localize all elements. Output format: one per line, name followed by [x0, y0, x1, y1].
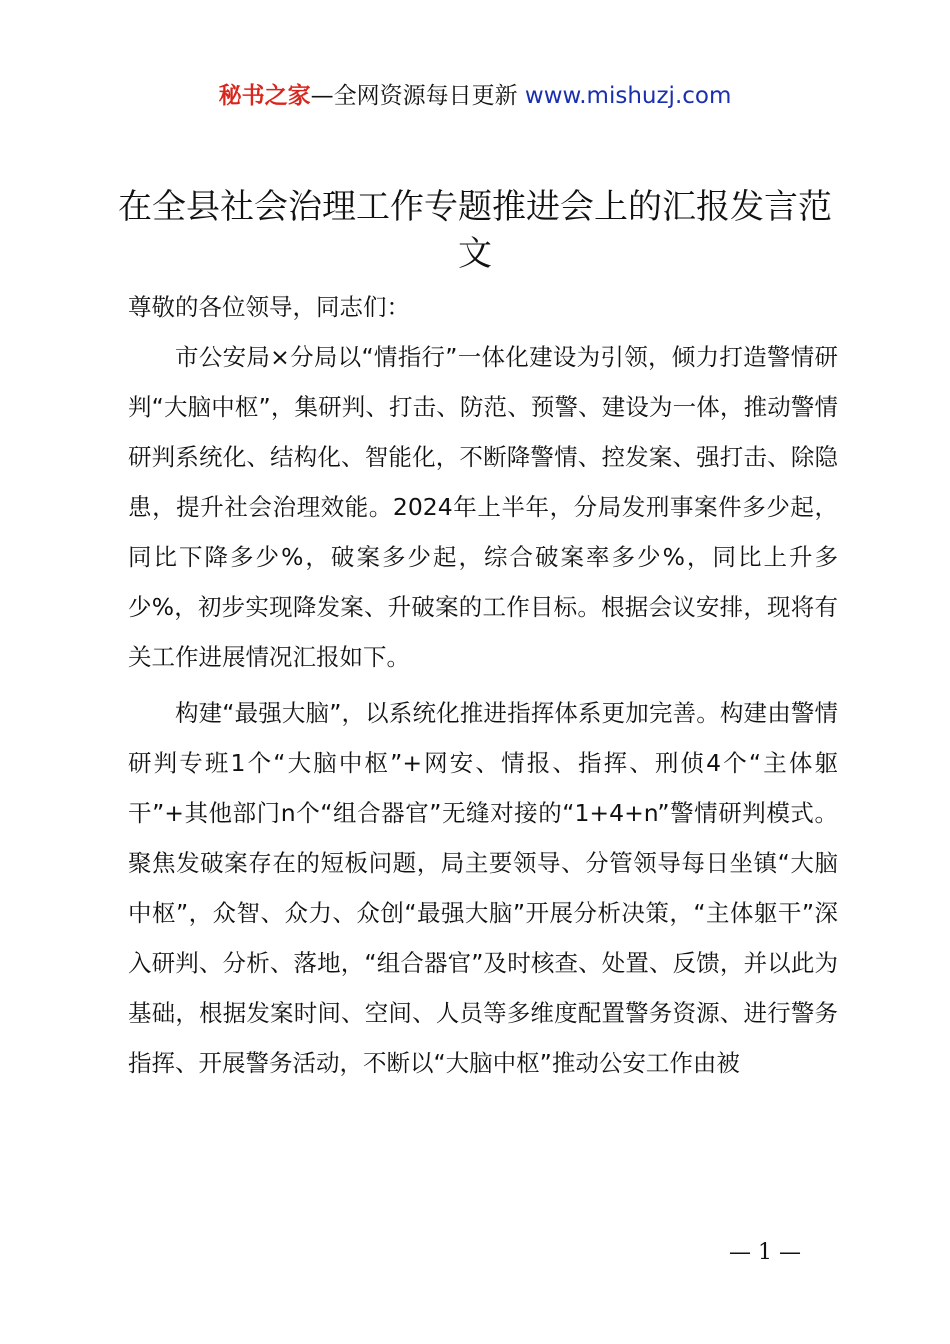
paragraph-intro: 市公安局×分局以“情指行”一体化建设为引领，倾力打造警情研判“大脑中枢”，集研判、打击、防范、预警、建设为一体，推动警情研判系统化、结构化、智能化，不断降警情、控发案、强打击、除隐患，提升社会治理效能。2024年上半年，分局发刑事案件多少起，同比下降多少%，破案多少起，综合破案率多少%，同比上升多少%，初步实现降发案、升破案的工作目标。根据会议安排，现将有关工作进展情况汇报如下。	[128, 343, 838, 671]
paragraph-command-system: 构建“最强大脑”，以系统化推进指挥体系更加完善。构建由警情研判专班1个“大脑中枢”+网安、情报、指挥、刑侦4个“主体躯干”+其他部门n个“组合器官”无缝对接的“1+4+n”警情研判模式。聚焦发破案存在的短板问题，局主要领导、分管领导每日坐镇“大脑中枢”，众智、众力、众创“最强大脑”开展分析决策，“主体躯干”深入研判、分析、落地，“组合器官”及时核查、处置、反馈，并以此为基础，根据发案时间、空间、人员等多维度配置警务资源、进行警务指挥、开展警务活动，不断以“大脑中枢”推动公安工作由被	[128, 699, 838, 1077]
page-number: — 1 —	[729, 1240, 801, 1265]
site-header	[0, 80, 950, 112]
salutation: 尊敬的各位领导，同志们：	[128, 293, 410, 321]
header-slogan: —全网资源每日更新	[310, 83, 518, 109]
document-body	[128, 282, 838, 1088]
brand-name: 秘书之家	[218, 83, 311, 109]
website-url[interactable]: www.mishuzj.com	[524, 83, 732, 109]
document-title: 在全县社会治理工作专题推进会上的汇报发言范文	[118, 187, 832, 274]
